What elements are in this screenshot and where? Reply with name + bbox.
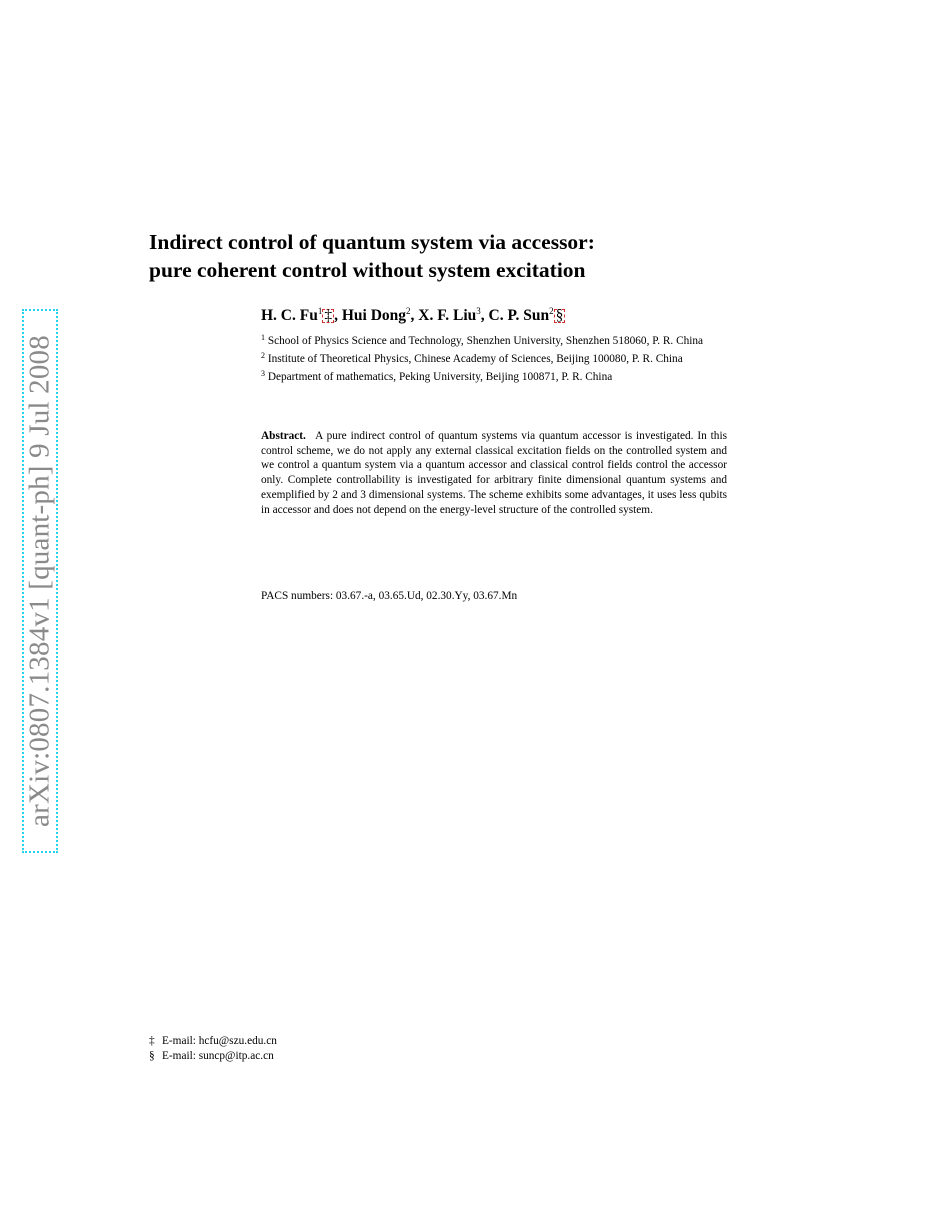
pacs-numbers: PACS numbers: 03.67.-a, 03.65.Ud, 02.30.Yy, 03.67.Mn (261, 590, 518, 602)
footnote-link[interactable]: ‡ (324, 307, 333, 324)
author-name: H. C. Fu (261, 307, 318, 324)
arxiv-id: arXiv:0807.1384v1 [quant-ph] 9 Jul 2008 (23, 335, 56, 827)
affil-ref: 3 (476, 306, 481, 316)
footnote (149, 1034, 277, 1049)
affiliation-text: Institute of Theoretical Physics, Chinese Academy of Sciences, Beijing 100080, P. R. China (267, 352, 683, 365)
affil-number: 1 (261, 333, 265, 342)
abstract-heading: Abstract. (261, 430, 306, 442)
title-line-1: Indirect control of quantum system via accessor: (149, 230, 595, 254)
affiliation-text: Department of mathematics, Peking University, Beijing 100871, P. R. China (267, 370, 613, 383)
abstract-text: A pure indirect control of quantum systems via quantum accessor is investigated. In this control scheme, we do not apply any external classical excitation fields on the controlled system and we control a quantum system via a quantum accessor and classical control fields control the accessor only. Complete controllability is investigated for arbitrary finite dimensional quantum systems and exemplified by 2 and 3 dimensional systems. The scheme exhibits some advantages, it uses less qubits in accessor and does not depend on the energy-level structure of the controlled system. (261, 430, 727, 516)
footnotes (149, 1034, 277, 1064)
affiliation-text: School of Physics Science and Technology, Shenzhen University, Shenzhen 518060, P. R. China (267, 335, 704, 347)
footnote-mark: ‡ (149, 1035, 155, 1047)
footnote-mark: § (149, 1050, 155, 1062)
paper-title (149, 228, 789, 284)
author-name: Hui Dong (341, 307, 407, 324)
affiliations (261, 331, 727, 384)
affil-ref: 1 (317, 306, 323, 316)
footnote-text: E-mail: hcfu@szu.edu.cn (162, 1035, 277, 1047)
footnote-link[interactable]: § (555, 307, 564, 324)
affil-ref: 2 (406, 306, 411, 316)
affiliation (261, 349, 727, 367)
footnote-text: E-mail: suncp@itp.ac.cn (162, 1050, 274, 1062)
affiliation (261, 367, 727, 385)
affil-ref: 2 (549, 306, 554, 316)
author-list: H. C. Fu$^1$ ‡ , Hui Dong$^2$, X. F. Liu$^3$, C. P. Sun$^2$ § (261, 306, 564, 324)
arxiv-stamp[interactable] (22, 309, 58, 853)
affiliation (261, 331, 727, 349)
title-line-2: pure coherent control without system excitation (149, 258, 586, 282)
footnote (149, 1049, 277, 1064)
affil-number: 3 (261, 368, 265, 378)
affil-number: 2 (261, 350, 265, 360)
author-name: C. P. Sun (488, 307, 550, 324)
author-name: X. F. Liu (418, 307, 477, 324)
abstract (261, 429, 727, 517)
